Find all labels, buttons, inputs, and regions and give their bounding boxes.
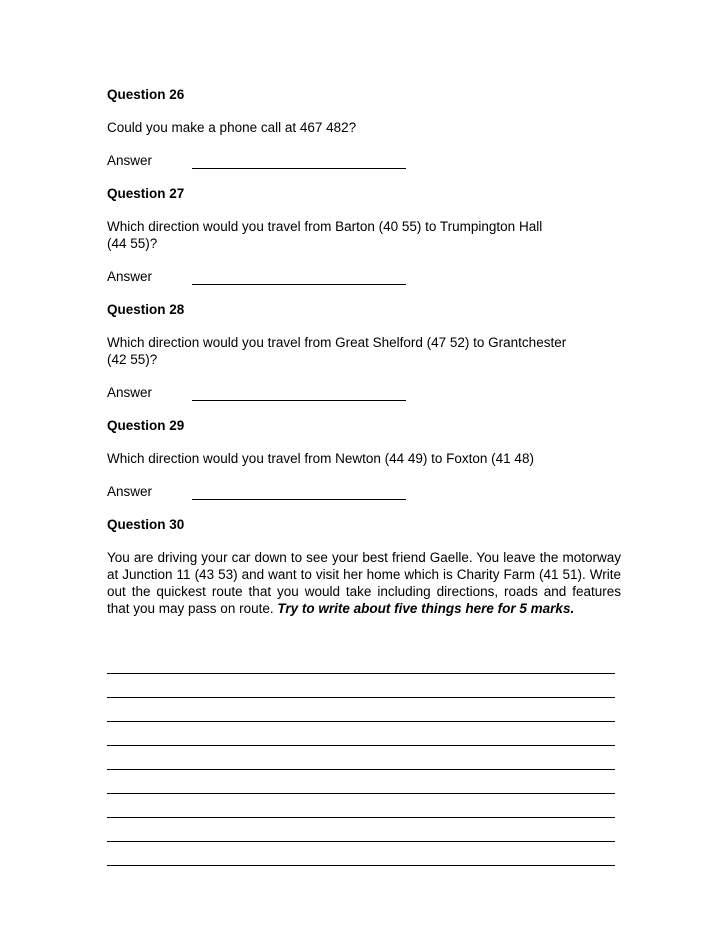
question-text-line: Which direction would you travel from Great Shelford (47 52) to Grantchester bbox=[107, 335, 567, 350]
worksheet-page bbox=[107, 86, 621, 866]
answer-label: Answer bbox=[107, 269, 153, 284]
writing-line[interactable] bbox=[107, 698, 615, 722]
question-heading: Question 27 bbox=[107, 186, 185, 201]
writing-line[interactable] bbox=[107, 650, 615, 674]
question-heading: Question 26 bbox=[107, 87, 185, 102]
question-heading: Question 29 bbox=[107, 418, 185, 433]
question-27 bbox=[107, 185, 621, 285]
question-heading: Question 28 bbox=[107, 302, 185, 317]
answer-label: Answer bbox=[107, 385, 153, 400]
question-text bbox=[107, 334, 621, 368]
question-30 bbox=[107, 516, 621, 866]
question-text bbox=[107, 549, 621, 617]
writing-line[interactable] bbox=[107, 794, 615, 818]
question-text: Which direction would you travel from Newton (44 49) to Foxton (41 48) bbox=[107, 451, 534, 466]
question-26 bbox=[107, 86, 621, 169]
writing-area bbox=[107, 650, 621, 866]
writing-line[interactable] bbox=[107, 746, 615, 770]
question-28 bbox=[107, 301, 621, 401]
question-text: Could you make a phone call at 467 482? bbox=[107, 120, 357, 135]
answer-label: Answer bbox=[107, 484, 153, 499]
question-text-line: Which direction would you travel from Barton (40 55) to Trumpington Hall bbox=[107, 219, 543, 234]
writing-line[interactable] bbox=[107, 722, 615, 746]
question-instruction: Try to write about five things here for 5 marks. bbox=[277, 601, 575, 616]
question-text-line: (44 55)? bbox=[107, 236, 158, 251]
answer-row bbox=[107, 483, 621, 500]
question-text bbox=[107, 218, 621, 252]
answer-row bbox=[107, 268, 621, 285]
writing-line[interactable] bbox=[107, 818, 615, 842]
answer-line[interactable] bbox=[192, 485, 406, 500]
writing-line[interactable] bbox=[107, 842, 615, 866]
question-body: You are driving your car down to see your best friend Gaelle. You leave the motorway at Junction 11 (43 53) and want to visit her home which is Charity Farm (41 51). Write out the quickest route that you would take including directions, roads and features that you may pass on route. bbox=[107, 550, 621, 616]
answer-line[interactable] bbox=[192, 154, 406, 169]
answer-line[interactable] bbox=[192, 270, 406, 285]
question-heading: Question 30 bbox=[107, 517, 185, 532]
answer-row bbox=[107, 384, 621, 401]
answer-row bbox=[107, 152, 621, 169]
writing-line[interactable] bbox=[107, 770, 615, 794]
question-text-line: (42 55)? bbox=[107, 352, 158, 367]
answer-label: Answer bbox=[107, 153, 153, 168]
writing-line[interactable] bbox=[107, 674, 615, 698]
answer-line[interactable] bbox=[192, 386, 406, 401]
question-29 bbox=[107, 417, 621, 500]
